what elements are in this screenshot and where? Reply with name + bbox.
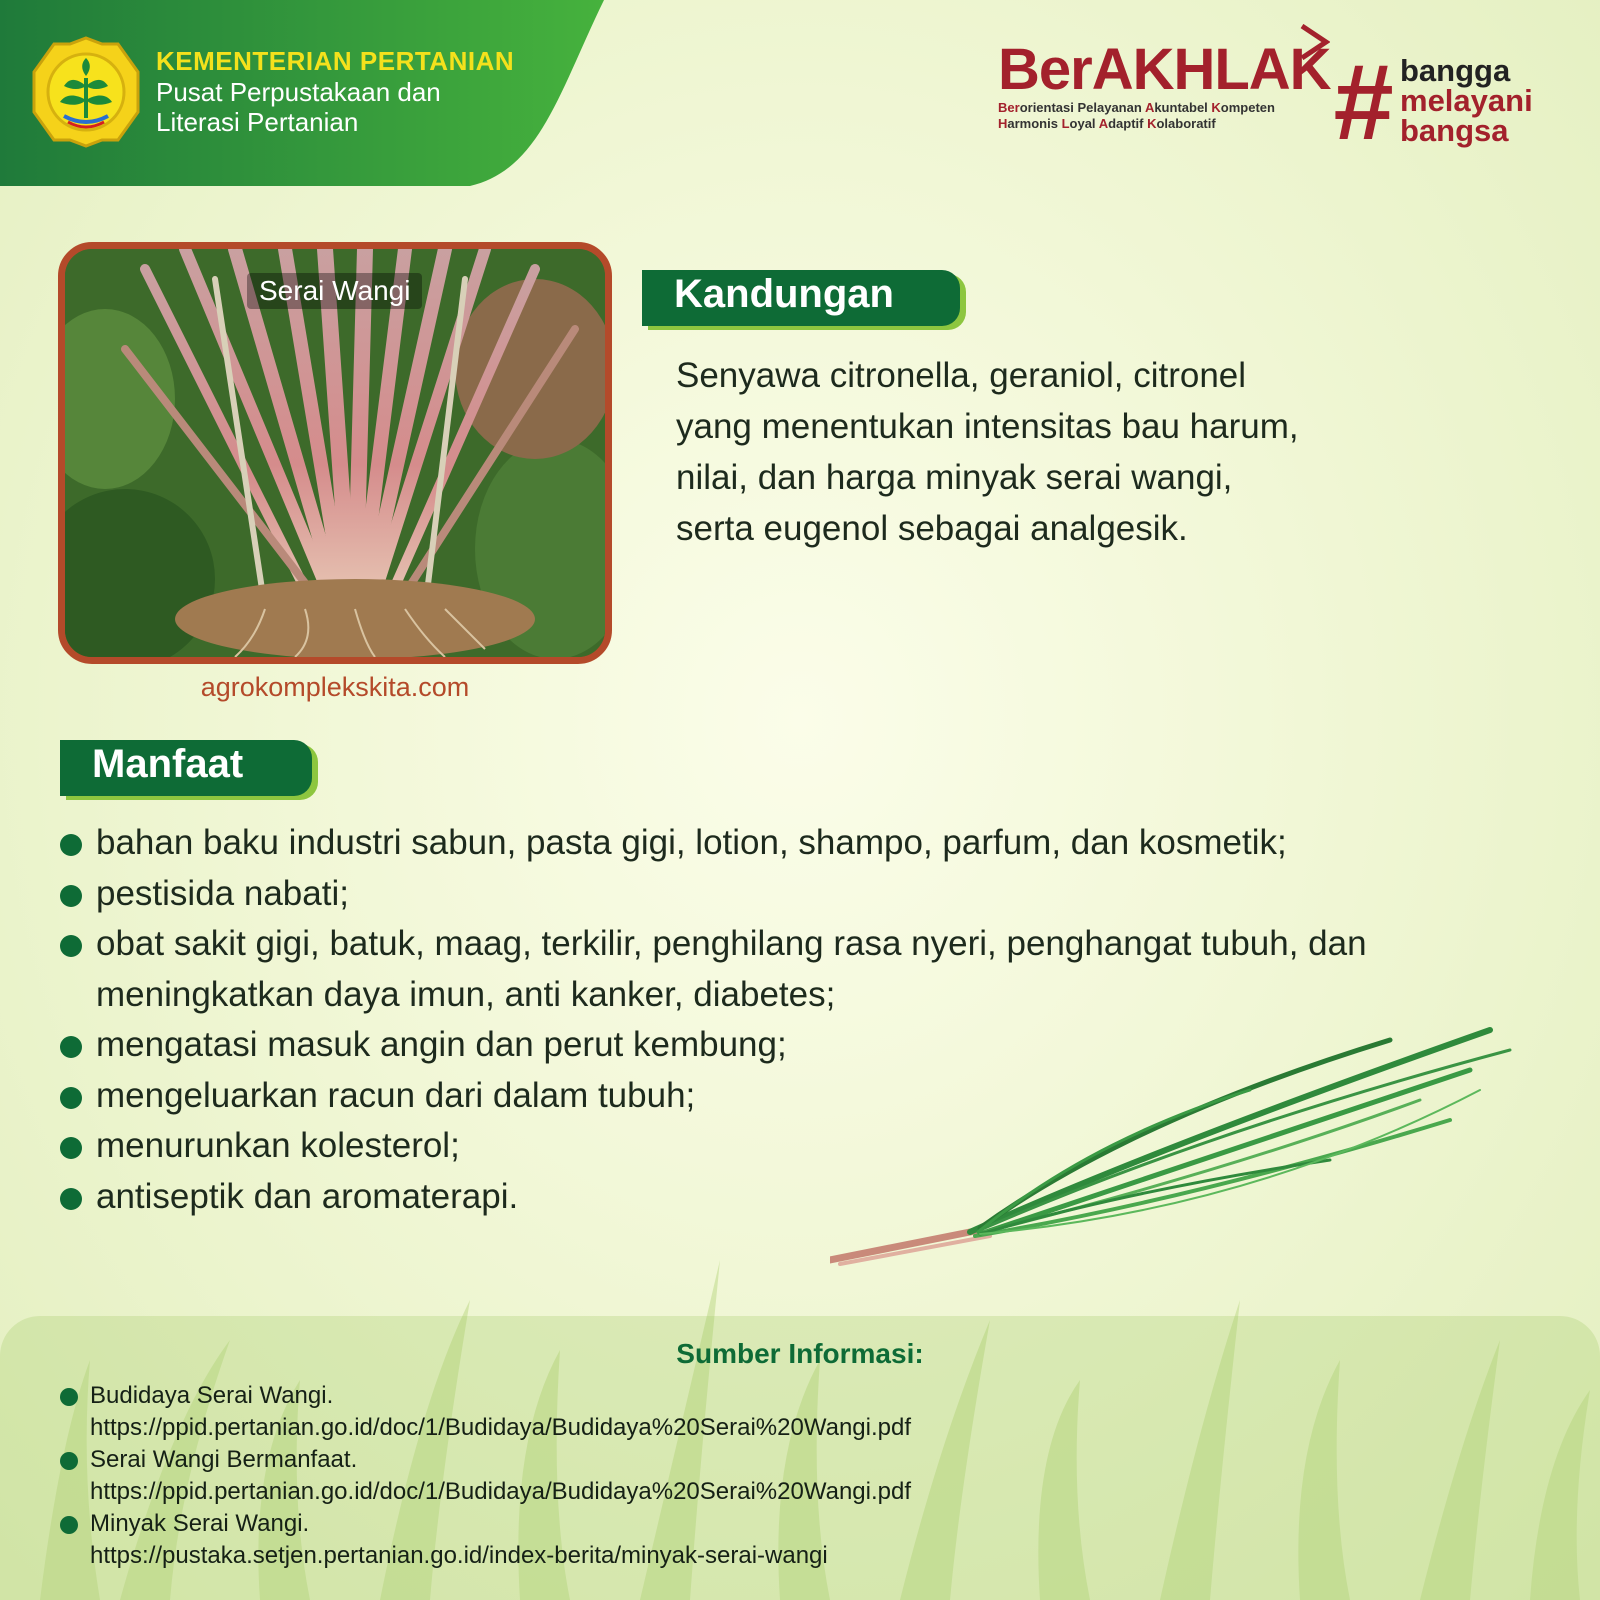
berakhlak-values-line1 [998, 100, 1338, 116]
berakhlak-word: orientasi Pelayanan [1019, 100, 1145, 115]
manfaat-item-text: antiseptik dan aromaterapi. [96, 1176, 519, 1216]
berakhlak-letter: A [1144, 100, 1155, 115]
list-item [60, 1380, 1460, 1444]
list-item [60, 1444, 1460, 1508]
berakhlak-letter: K [1211, 100, 1221, 115]
slogan-word-2: melayani [1400, 83, 1533, 118]
kandungan-line: Senyawa citronella, geraniol, citronel [676, 356, 1247, 395]
bullet-icon [60, 1388, 78, 1406]
chevron-right-icon [1296, 24, 1330, 60]
photo-caption: Serai Wangi [247, 273, 422, 309]
bangga-melayani-bangsa-logo [1332, 41, 1562, 162]
list-item [60, 818, 1480, 869]
manfaat-item-text: menurunkan kolesterol; [96, 1126, 460, 1165]
source-url: https://pustaka.setjen.pertanian.go.id/index-berita/minyak-serai-wangi [90, 1542, 828, 1569]
berakhlak-letter: Ber [998, 100, 1020, 115]
berakhlak-word: oyal [1069, 116, 1099, 131]
ministry-title-block [156, 46, 514, 137]
kandungan-line: nilai, dan harga minyak serai wangi, [676, 458, 1233, 497]
slogan-word-3: bangsa [1400, 113, 1509, 148]
manfaat-item-text: obat sakit gigi, batuk, maag, terkilir, penghilang rasa nyeri, penghangat tubuh, dan meningkatkan daya imun, anti kanker, diabetes; [96, 924, 1367, 1014]
berakhlak-letter: L [1061, 116, 1070, 131]
bullet-icon [60, 1036, 82, 1058]
source-title: Serai Wangi Bermanfaat. [90, 1446, 358, 1473]
manfaat-item-text: bahan baku industri sabun, pasta gigi, lotion, shampo, parfum, dan kosmetik; [96, 823, 1287, 862]
unit-name-line2: Literasi Pertanian [156, 107, 359, 137]
source-title: Budidaya Serai Wangi. [90, 1382, 334, 1409]
berakhlak-word: daptif [1108, 116, 1148, 131]
bullet-icon [60, 1137, 82, 1159]
berakhlak-letter: K [1147, 116, 1157, 131]
manfaat-item-text: pestisida nabati; [96, 873, 349, 913]
list-item [60, 1508, 1460, 1572]
unit-name-line1: Pusat Perpustakaan dan [156, 77, 441, 107]
slogan-word-1: bangga [1400, 53, 1511, 88]
berakhlak-word: kuntabel [1154, 100, 1212, 115]
berakhlak-letter: A [1098, 116, 1109, 131]
manfaat-heading: Manfaat [60, 740, 312, 796]
hashtag-mark: # [1332, 41, 1393, 162]
kandungan-line: yang menentukan intensitas bau harum, [676, 407, 1299, 446]
source-title: Minyak Serai Wangi. [90, 1510, 310, 1537]
manfaat-item-text: mengeluarkan racun dari dalam tubuh; [96, 1075, 696, 1115]
source-url: https://ppid.pertanian.go.id/doc/1/Budidaya/Budidaya%20Serai%20Wangi.pdf [90, 1414, 912, 1441]
kandungan-heading: Kandungan [642, 270, 960, 326]
bullet-icon [60, 1087, 82, 1109]
source-url: https://ppid.pertanian.go.id/doc/1/Budidaya/Budidaya%20Serai%20Wangi.pdf [90, 1478, 912, 1505]
bullet-icon [60, 834, 82, 856]
slogan-text [1400, 53, 1533, 148]
lemongrass-photo [58, 242, 612, 664]
bullet-icon [60, 1516, 78, 1534]
bullet-icon [60, 935, 82, 957]
kandungan-line: serta eugenol sebagai analgesik. [676, 509, 1188, 548]
berakhlak-word: armonis [1007, 116, 1062, 131]
berakhlak-word: ompeten [1220, 100, 1275, 115]
sumber-heading: Sumber Informasi: [676, 1338, 924, 1369]
list-item [60, 869, 1480, 920]
ministry-name: KEMENTERIAN PERTANIAN [156, 46, 515, 76]
sources-list [60, 1380, 1460, 1572]
photo-credit: agrokomplekskita.com [200, 672, 470, 702]
berakhlak-word: olaboratif [1156, 116, 1216, 131]
berakhlak-logo [998, 37, 1338, 150]
bullet-icon [60, 1452, 78, 1470]
bullet-icon [60, 1188, 82, 1210]
berakhlak-letter: H [998, 116, 1008, 131]
manfaat-item-text: mengatasi masuk angin dan perut kembung; [96, 1025, 787, 1064]
lemongrass-photo-illustration [65, 249, 605, 657]
ministry-emblem-icon [30, 36, 142, 148]
list-item [60, 919, 1460, 1020]
bullet-icon [60, 885, 82, 907]
berakhlak-values-line2 [998, 116, 1338, 132]
kandungan-text [676, 350, 1416, 554]
berakhlak-title: BerAKHLAK [998, 37, 1331, 102]
